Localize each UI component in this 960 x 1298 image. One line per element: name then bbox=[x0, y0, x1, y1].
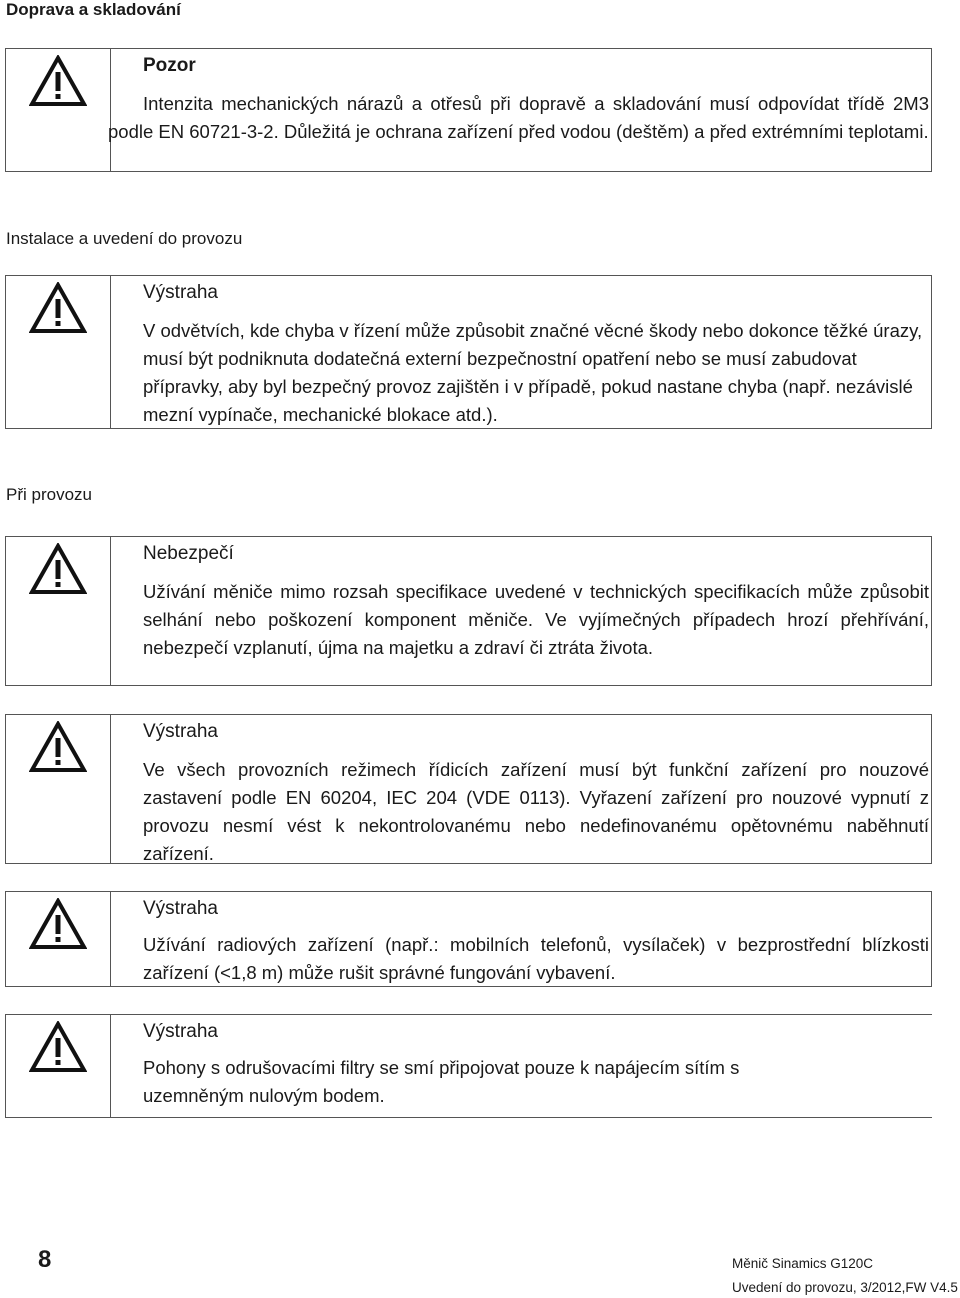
section-heading-install: Instalace a uvedení do provozu bbox=[6, 229, 243, 248]
notice-title: Výstraha bbox=[143, 721, 218, 742]
notice-box-warning-emergency bbox=[5, 714, 932, 864]
notice-text bbox=[111, 537, 931, 685]
warning-triangle-icon bbox=[29, 1021, 87, 1073]
notice-body: Užívání měniče mimo rozsah specifikace uvedené v technických specifikacích může způsobit selhání nebo poškození komponent měniče. Ve vyjímečných případech hrozí přehřívání, nebezpečí vzplanutí, újma na majetku a zdraví či ztráta života. bbox=[143, 581, 929, 658]
notice-icon-cell bbox=[6, 715, 111, 863]
warning-triangle-icon bbox=[29, 282, 87, 334]
notice-body: Ve všech provozních režimech řídicích zařízení musí být funkční zařízení pro nouzové zastavení podle EN 60204, IEC 204 (VDE 0113). Vyřazení zařízení pro nouzové vypnutí z provozu nesmí vést k nekontrolovanému nebo nedefinovanému opětovnému naběhnutí zařízení. bbox=[143, 759, 929, 864]
notice-box-warning-filters bbox=[5, 1014, 932, 1118]
warning-triangle-icon bbox=[29, 55, 87, 107]
notice-text bbox=[111, 276, 931, 428]
notice-text bbox=[108, 49, 931, 171]
footer-product: Měnič Sinamics G120C bbox=[732, 1256, 874, 1271]
notice-title: Výstraha bbox=[143, 282, 218, 303]
notice-icon-cell bbox=[6, 537, 111, 685]
notice-body: V odvětvích, kde chyba v řízení může způsobit značné věcné škody nebo dokonce těžké úrazy, musí být podniknuta dodatečná externí bezpečnostní opatření nebo se musí zabudovat přípravky, aby byl bezpečný provoz zajištěn i v případě, pokud nastane chyba (např. nezávislé mezní vypínače, mechanické blokace atd.). bbox=[143, 320, 923, 425]
section-heading-operation: Při provozu bbox=[6, 485, 92, 504]
notice-icon-cell bbox=[6, 1015, 111, 1117]
notice-body: Užívání radiových zařízení (např.: mobilních telefonů, vysílaček) v bezprostřední blízkosti zařízení (<1,8 m) může rušit správné fungování vybavení. bbox=[143, 934, 929, 983]
notice-title: Nebezpečí bbox=[143, 543, 234, 564]
notice-body: Intenzita mechanických nárazů a otřesů při dopravě a skladování musí odpovídat třídě 2M3 podle EN 60721-3-2. Důležitá je ochrana zařízení před vodou (deštěm) a před extrémními teplotami. bbox=[108, 93, 929, 142]
notice-body: Pohony s odrušovacími filtry se smí připojovat pouze k napájecím sítím s uzemněným nulovým bodem. bbox=[143, 1057, 740, 1106]
notice-icon-cell bbox=[6, 276, 111, 428]
notice-text bbox=[111, 892, 931, 986]
page-number: 8 bbox=[38, 1246, 52, 1273]
notice-icon-cell bbox=[6, 49, 111, 171]
warning-triangle-icon bbox=[29, 898, 87, 950]
warning-triangle-icon bbox=[29, 721, 87, 773]
notice-box-caution bbox=[5, 48, 932, 172]
notice-title: Výstraha bbox=[143, 898, 218, 919]
notice-box-danger bbox=[5, 536, 932, 686]
warning-triangle-icon bbox=[29, 543, 87, 595]
notice-text bbox=[111, 1015, 932, 1117]
section-heading-transport: Doprava a skladování bbox=[6, 0, 181, 19]
notice-box-warning-install bbox=[5, 275, 932, 429]
notice-box-warning-radio bbox=[5, 891, 932, 987]
footer-doc-info: Uvedení do provozu, 3/2012,FW V4.5 bbox=[732, 1280, 958, 1295]
notice-title: Pozor bbox=[143, 55, 196, 76]
notice-title: Výstraha bbox=[143, 1021, 218, 1042]
notice-text bbox=[111, 715, 931, 863]
notice-icon-cell bbox=[6, 892, 111, 986]
